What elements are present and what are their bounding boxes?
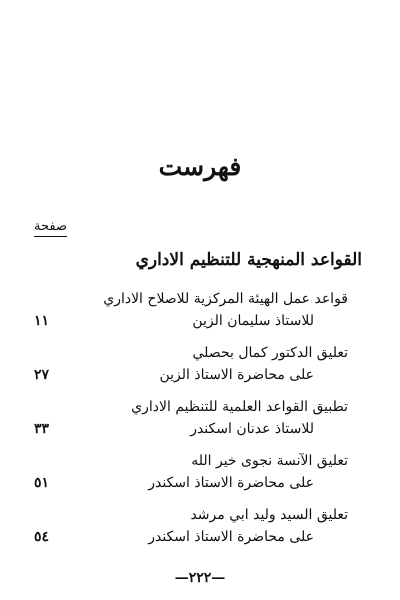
toc-entry-subtitle-row — [34, 364, 348, 386]
toc-entry — [34, 288, 348, 332]
toc-page-number: ٣٣ — [34, 421, 50, 437]
page-title: فهرست — [158, 152, 242, 181]
toc-entry-subtitle: للاستاذ سليمان الزين — [192, 313, 314, 329]
toc-entry — [34, 504, 348, 548]
toc-entry-title: قواعد عمل الهيئة المركزية للاصلاح الاداري — [103, 291, 348, 307]
page-column-label: صفحة — [34, 219, 67, 237]
toc-entry-title: تعليق الدكتور كمال بحصلي — [192, 345, 348, 361]
toc-entry-subtitle-row — [34, 310, 348, 332]
footer-page-number: —٢٢٢— — [174, 570, 226, 586]
toc-entry-subtitle: على محاضرة الاستاذ الزين — [159, 367, 314, 383]
toc-entry — [34, 342, 348, 386]
toc-entries — [34, 288, 348, 558]
toc-entry-subtitle: للاستاذ عدنان اسكندر — [190, 421, 314, 437]
toc-page-number: ٢٧ — [34, 367, 50, 383]
toc-entry-title: تعليق الآنسة نجوى خير الله — [191, 453, 348, 469]
toc-entry — [34, 450, 348, 494]
toc-entry — [34, 396, 348, 440]
toc-page-number: ٥١ — [34, 475, 50, 491]
section-heading: القواعد المنهجية للتنظيم الاداري — [135, 250, 362, 270]
toc-entry-subtitle-row — [34, 472, 348, 494]
toc-entry-subtitle-row — [34, 418, 348, 440]
toc-page-number: ٥٤ — [34, 529, 50, 545]
toc-entry-title: تطبيق القواعد العلمية للتنظيم الاداري — [131, 399, 348, 415]
toc-entry-title: تعليق السيد وليد ابي مرشد — [190, 507, 348, 523]
toc-entry-subtitle: على محاضرة الاستاذ اسكندر — [148, 475, 314, 491]
toc-entry-subtitle-row — [34, 526, 348, 548]
toc-page-number: ١١ — [34, 313, 50, 329]
toc-entry-subtitle: على محاضرة الاستاذ اسكندر — [148, 529, 314, 545]
